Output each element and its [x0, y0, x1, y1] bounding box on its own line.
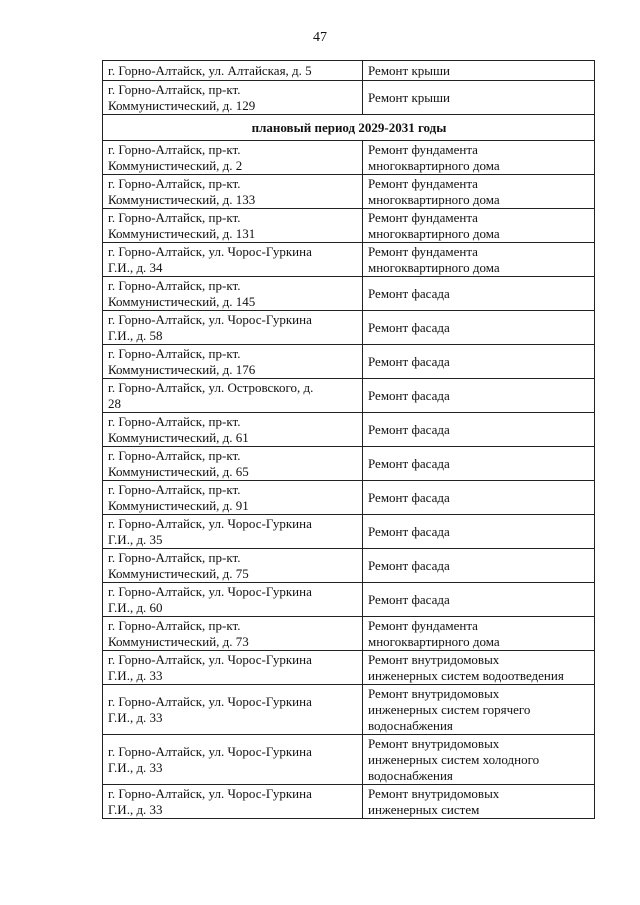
- table-row: [103, 175, 595, 209]
- table-row: [103, 243, 595, 277]
- address-text: г. Горно-Алтайск, ул. Чорос-Гуркина Г.И., д. 58: [108, 311, 312, 343]
- work-type-cell: [363, 651, 595, 685]
- address-text: г. Горно-Алтайск, пр-кт. Коммунистический, д. 73: [108, 617, 249, 649]
- address-cell: [103, 277, 363, 311]
- work-type-text: Ремонт внутридомовых инженерных систем: [368, 785, 500, 817]
- work-type-cell: [363, 311, 595, 345]
- work-type-cell: [363, 583, 595, 617]
- work-type-text: Ремонт фундамента многоквартирного дома: [368, 243, 500, 275]
- address-cell: [103, 447, 363, 481]
- work-type-text: Ремонт фасада: [368, 523, 450, 539]
- table-row: [103, 345, 595, 379]
- address-text: г. Горно-Алтайск, пр-кт. Коммунистический, д. 176: [108, 345, 256, 377]
- work-type-cell: [363, 277, 595, 311]
- address-cell: [103, 785, 363, 819]
- work-type-cell: [363, 345, 595, 379]
- table-row: [103, 311, 595, 345]
- work-type-text: Ремонт фундамента многоквартирного дома: [368, 617, 500, 649]
- work-type-cell: [363, 81, 595, 115]
- table-row: [103, 141, 595, 175]
- page-number: 47: [313, 30, 327, 45]
- address-cell: [103, 141, 363, 175]
- address-text: г. Горно-Алтайск, пр-кт. Коммунистический, д. 61: [108, 413, 249, 445]
- work-type-cell: [363, 175, 595, 209]
- work-type-text: Ремонт фасада: [368, 319, 450, 335]
- section-title: плановый период 2029-2031 годы: [103, 115, 595, 141]
- table-row: [103, 651, 595, 685]
- work-type-text: Ремонт внутридомовых инженерных систем холодного водоснабжения: [368, 735, 540, 783]
- work-type-text: Ремонт фасада: [368, 557, 450, 573]
- work-type-text: Ремонт фундамента многоквартирного дома: [368, 175, 500, 207]
- table-row: [103, 685, 595, 735]
- address-text: г. Горно-Алтайск, пр-кт. Коммунистический, д. 65: [108, 447, 249, 479]
- table-row: [103, 549, 595, 583]
- table-row: [103, 379, 595, 413]
- address-cell: [103, 413, 363, 447]
- address-cell: [103, 617, 363, 651]
- work-type-cell: [363, 413, 595, 447]
- work-type-text: Ремонт крыши: [368, 89, 450, 105]
- table-body: [103, 61, 595, 819]
- address-text: г. Горно-Алтайск, ул. Чорос-Гуркина Г.И., д. 33: [108, 651, 312, 683]
- table-row: [103, 785, 595, 819]
- table-row: [103, 617, 595, 651]
- table-row: [103, 277, 595, 311]
- address-text: г. Горно-Алтайск, ул. Чорос-Гуркина Г.И., д. 33: [108, 693, 312, 725]
- table-row: [103, 447, 595, 481]
- address-cell: [103, 651, 363, 685]
- table-row: [103, 61, 595, 81]
- work-type-text: Ремонт фундамента многоквартирного дома: [368, 209, 500, 241]
- address-cell: [103, 81, 363, 115]
- work-type-text: Ремонт фасада: [368, 421, 450, 437]
- address-cell: [103, 735, 363, 785]
- work-type-text: Ремонт фасада: [368, 591, 450, 607]
- work-type-cell: [363, 481, 595, 515]
- table-row: [103, 515, 595, 549]
- table-row: [103, 735, 595, 785]
- work-type-text: Ремонт фасада: [368, 455, 450, 471]
- work-type-text: Ремонт фасада: [368, 387, 450, 403]
- repair-works-table: [102, 60, 595, 819]
- address-cell: [103, 685, 363, 735]
- address-cell: [103, 345, 363, 379]
- address-cell: [103, 481, 363, 515]
- work-type-text: Ремонт фасада: [368, 353, 450, 369]
- address-text: г. Горно-Алтайск, ул. Островского, д. 28: [108, 379, 314, 411]
- address-text: г. Горно-Алтайск, ул. Чорос-Гуркина Г.И., д. 35: [108, 515, 312, 547]
- address-text: г. Горно-Алтайск, ул. Алтайская, д. 5: [108, 62, 312, 78]
- address-cell: [103, 515, 363, 549]
- work-type-cell: [363, 141, 595, 175]
- address-text: г. Горно-Алтайск, ул. Чорос-Гуркина Г.И., д. 33: [108, 743, 312, 775]
- address-text: г. Горно-Алтайск, ул. Чорос-Гуркина Г.И., д. 60: [108, 583, 312, 615]
- work-type-cell: [363, 617, 595, 651]
- work-type-text: Ремонт внутридомовых инженерных систем горячего водоснабжения: [368, 685, 531, 733]
- work-type-text: Ремонт фасада: [368, 285, 450, 301]
- address-cell: [103, 209, 363, 243]
- address-cell: [103, 61, 363, 81]
- address-cell: [103, 549, 363, 583]
- table-row: [103, 481, 595, 515]
- work-type-text: Ремонт фундамента многоквартирного дома: [368, 141, 500, 173]
- table-row: [103, 583, 595, 617]
- address-text: г. Горно-Алтайск, пр-кт. Коммунистический, д. 2: [108, 141, 243, 173]
- work-type-cell: [363, 549, 595, 583]
- work-type-text: Ремонт фасада: [368, 489, 450, 505]
- address-text: г. Горно-Алтайск, пр-кт. Коммунистический, д. 75: [108, 549, 249, 581]
- table-row: [103, 81, 595, 115]
- address-cell: [103, 311, 363, 345]
- work-type-cell: [363, 735, 595, 785]
- address-cell: [103, 583, 363, 617]
- work-type-cell: [363, 379, 595, 413]
- work-type-cell: [363, 61, 595, 81]
- address-text: г. Горно-Алтайск, ул. Чорос-Гуркина Г.И., д. 34: [108, 243, 312, 275]
- address-text: г. Горно-Алтайск, пр-кт. Коммунистический, д. 145: [108, 277, 256, 309]
- work-type-text: Ремонт крыши: [368, 62, 450, 78]
- work-type-cell: [363, 515, 595, 549]
- work-type-text: Ремонт внутридомовых инженерных систем водоотведения: [368, 651, 564, 683]
- work-type-cell: [363, 785, 595, 819]
- address-cell: [103, 175, 363, 209]
- section-header-row: [103, 115, 595, 141]
- work-type-cell: [363, 209, 595, 243]
- address-text: г. Горно-Алтайск, пр-кт. Коммунистический, д. 133: [108, 175, 256, 207]
- table-row: [103, 209, 595, 243]
- address-cell: [103, 379, 363, 413]
- address-text: г. Горно-Алтайск, пр-кт. Коммунистический, д. 129: [108, 81, 256, 113]
- table-row: [103, 413, 595, 447]
- work-type-cell: [363, 243, 595, 277]
- address-text: г. Горно-Алтайск, ул. Чорос-Гуркина Г.И., д. 33: [108, 785, 312, 817]
- address-text: г. Горно-Алтайск, пр-кт. Коммунистический, д. 131: [108, 209, 256, 241]
- work-type-cell: [363, 447, 595, 481]
- address-cell: [103, 243, 363, 277]
- address-text: г. Горно-Алтайск, пр-кт. Коммунистический, д. 91: [108, 481, 249, 513]
- work-type-cell: [363, 685, 595, 735]
